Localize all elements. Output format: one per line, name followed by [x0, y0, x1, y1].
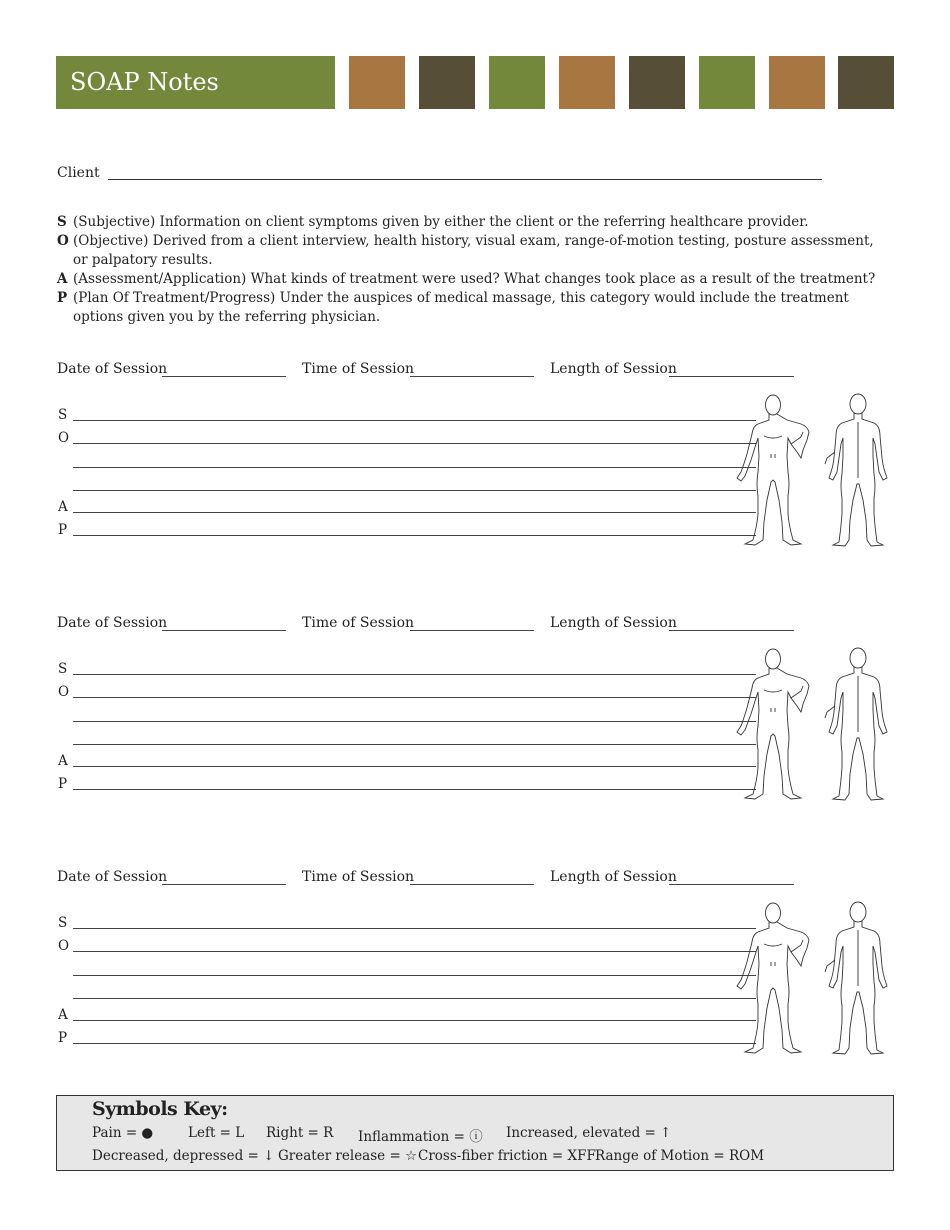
- p-field[interactable]: [73, 1043, 756, 1044]
- soap-row-letter-a: A: [58, 1007, 68, 1023]
- length-of-session-label: Length of Session: [550, 361, 677, 377]
- a-field[interactable]: [73, 766, 756, 767]
- length-of-session-field[interactable]: [669, 376, 794, 377]
- soap-row-letter-p: P: [58, 776, 68, 792]
- soap-row-letter-s: S: [58, 661, 68, 677]
- time-of-session-field[interactable]: [410, 884, 534, 885]
- color-swatch: [559, 56, 615, 109]
- soap-row-letter-a: A: [58, 753, 68, 769]
- definition-p: [57, 289, 887, 327]
- color-swatch: [629, 56, 685, 109]
- body-back-figure[interactable]: [815, 392, 901, 556]
- o-field-continued[interactable]: [73, 490, 756, 491]
- soap-row-letter-p: P: [58, 522, 68, 538]
- body-front-figure[interactable]: [731, 900, 817, 1064]
- time-of-session-label: Time of Session: [302, 615, 415, 631]
- body-front-figure[interactable]: [731, 392, 817, 556]
- definition-letter: S: [57, 214, 67, 230]
- time-of-session-field[interactable]: [410, 376, 534, 377]
- soap-row-letter-o: O: [58, 430, 70, 446]
- color-swatch: [419, 56, 475, 109]
- client-field[interactable]: [108, 179, 822, 180]
- date-of-session-field[interactable]: [162, 884, 286, 885]
- key-range-of-motion: Range of Motion = ROM: [595, 1148, 765, 1164]
- soap-row-letter-s: S: [58, 407, 68, 423]
- color-swatch: [769, 56, 825, 109]
- date-of-session-field[interactable]: [162, 376, 286, 377]
- key-right: Right = R: [266, 1125, 334, 1141]
- definition-o: [57, 232, 887, 270]
- key-greater-release: Greater release = ☆: [278, 1148, 418, 1164]
- time-of-session-field[interactable]: [410, 630, 534, 631]
- definition-text: (Subjective) Information on client symptoms given by either the client or the referring healthcare provider.: [73, 214, 809, 230]
- definition-text: (Objective) Derived from a client interview, health history, visual exam, range-of-motion testing, posture assessment, or palpatory results.: [73, 233, 874, 268]
- length-of-session-label: Length of Session: [550, 869, 677, 885]
- definition-a: [57, 270, 887, 289]
- client-label: Client: [57, 165, 100, 181]
- key-cross-fiber-friction: Cross-fiber friction = XFF: [418, 1148, 596, 1164]
- o-field-continued[interactable]: [73, 467, 756, 468]
- symbols-key: [56, 1095, 894, 1171]
- time-of-session-label: Time of Session: [302, 361, 415, 377]
- page-title: SOAP Notes: [56, 56, 335, 109]
- o-field-continued[interactable]: [73, 998, 756, 999]
- p-field[interactable]: [73, 535, 756, 536]
- color-swatch: [489, 56, 545, 109]
- body-back-figure[interactable]: [815, 900, 901, 1064]
- key-left: Left = L: [188, 1125, 245, 1141]
- o-field-continued[interactable]: [73, 975, 756, 976]
- o-field[interactable]: [73, 443, 756, 444]
- key-inflammation: Inflammation = ⓘ: [358, 1129, 483, 1145]
- date-of-session-label: Date of Session: [57, 615, 168, 631]
- date-of-session-label: Date of Session: [57, 869, 168, 885]
- soap-row-letter-p: P: [58, 1030, 68, 1046]
- color-swatch: [349, 56, 405, 109]
- definition-letter: P: [57, 290, 68, 306]
- length-of-session-field[interactable]: [669, 884, 794, 885]
- a-field[interactable]: [73, 1020, 756, 1021]
- soap-definitions: [57, 213, 887, 327]
- o-field[interactable]: [73, 697, 756, 698]
- date-of-session-field[interactable]: [162, 630, 286, 631]
- soap-row-letter-o: O: [58, 684, 70, 700]
- length-of-session-field[interactable]: [669, 630, 794, 631]
- color-swatch: [699, 56, 755, 109]
- p-field[interactable]: [73, 789, 756, 790]
- symbols-key-title: Symbols Key:: [92, 1098, 228, 1120]
- color-swatch: [838, 56, 894, 109]
- body-front-figure[interactable]: [731, 646, 817, 810]
- s-field[interactable]: [73, 674, 756, 675]
- s-field[interactable]: [73, 420, 756, 421]
- definition-letter: O: [57, 233, 69, 249]
- length-of-session-label: Length of Session: [550, 615, 677, 631]
- date-of-session-label: Date of Session: [57, 361, 168, 377]
- key-increased: Increased, elevated = ↑: [506, 1125, 672, 1141]
- o-field-continued[interactable]: [73, 721, 756, 722]
- o-field-continued[interactable]: [73, 744, 756, 745]
- soap-row-letter-o: O: [58, 938, 70, 954]
- soap-row-letter-s: S: [58, 915, 68, 931]
- key-pain: Pain = ●: [92, 1125, 154, 1141]
- key-decreased: Decreased, depressed = ↓: [92, 1148, 275, 1164]
- definition-s: [57, 213, 887, 232]
- s-field[interactable]: [73, 928, 756, 929]
- definition-text: (Assessment/Application) What kinds of treatment were used? What changes took place as a result of the treatment?: [73, 271, 876, 287]
- o-field[interactable]: [73, 951, 756, 952]
- a-field[interactable]: [73, 512, 756, 513]
- definition-text: (Plan Of Treatment/Progress) Under the auspices of medical massage, this category would include the treatment options given you by the referring physician.: [73, 290, 849, 325]
- definition-letter: A: [57, 271, 68, 287]
- time-of-session-label: Time of Session: [302, 869, 415, 885]
- soap-row-letter-a: A: [58, 499, 68, 515]
- body-back-figure[interactable]: [815, 646, 901, 810]
